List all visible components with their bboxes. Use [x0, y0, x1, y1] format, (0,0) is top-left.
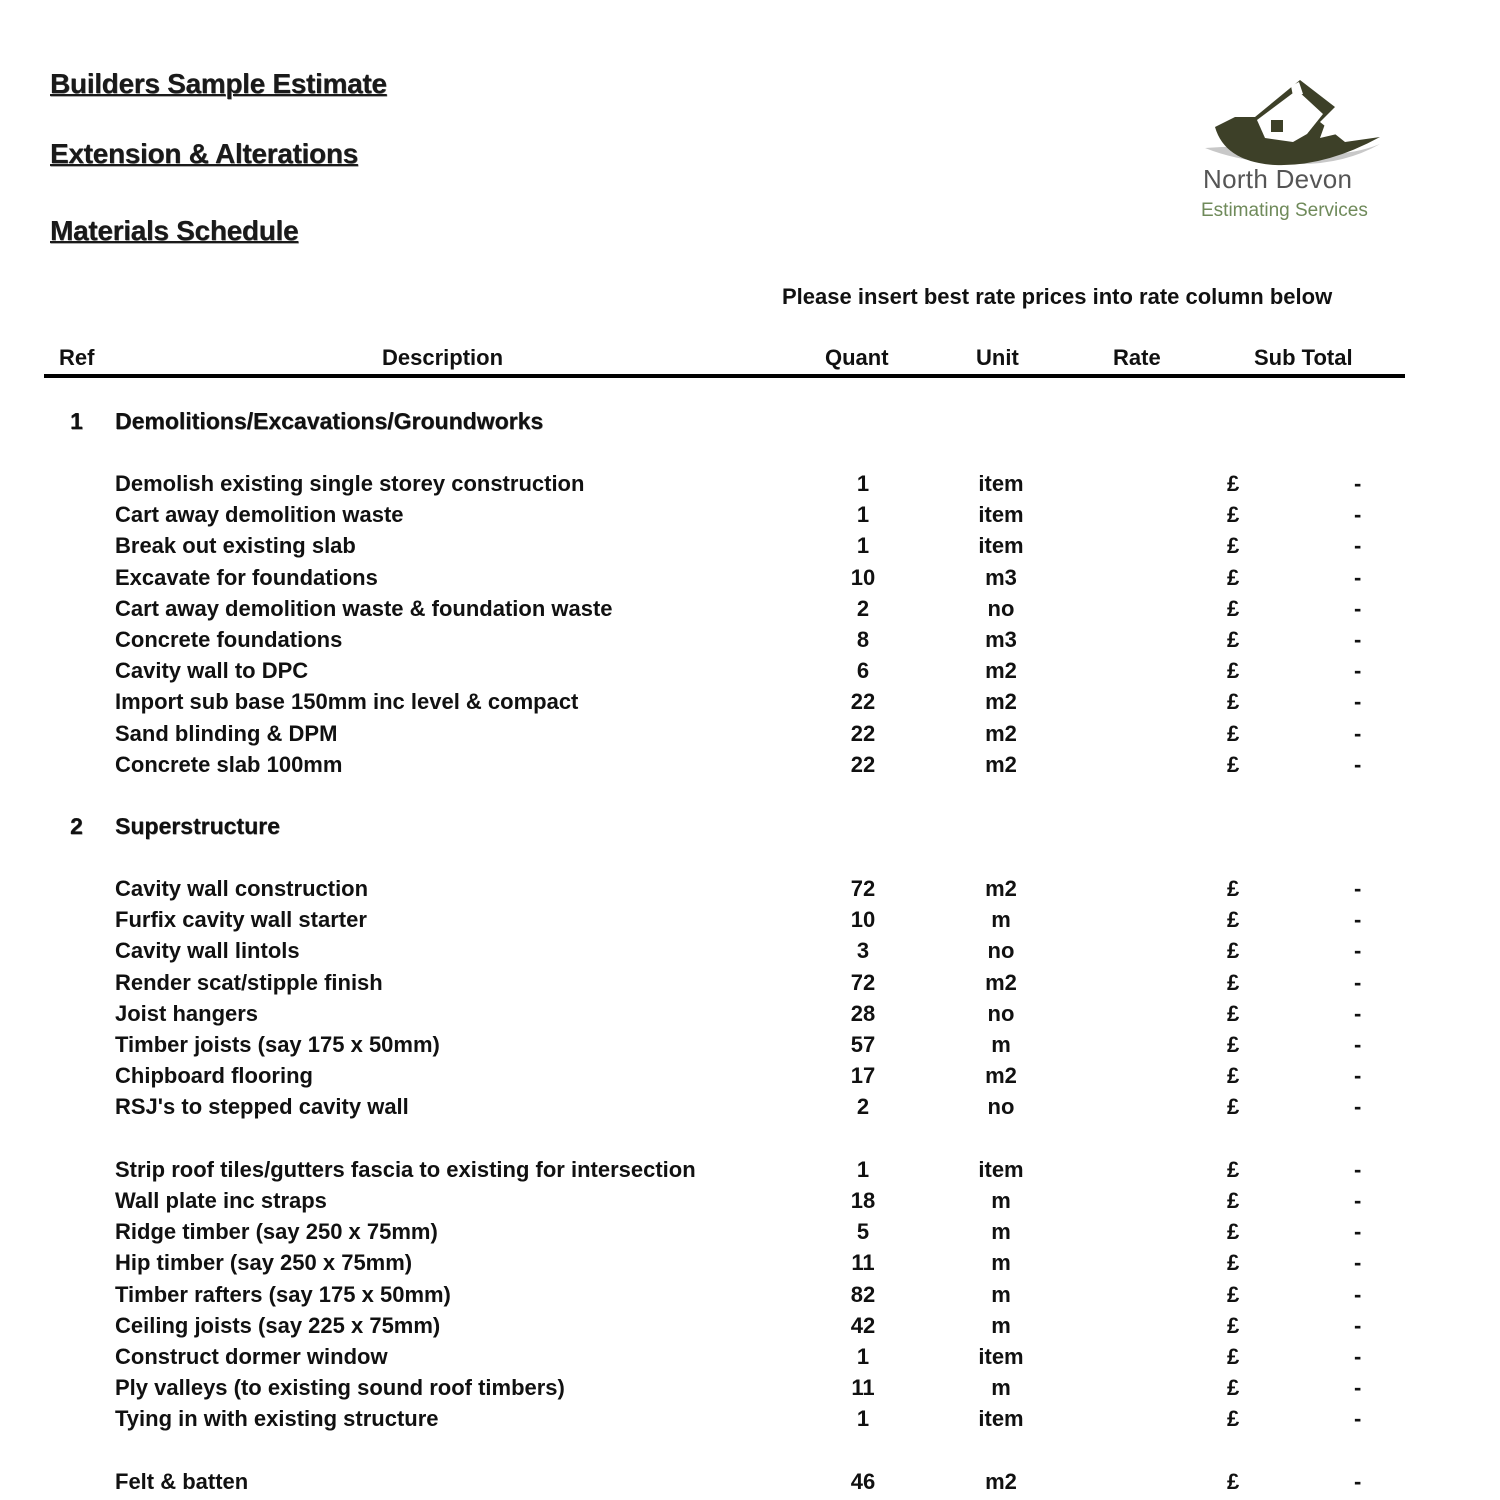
currency-symbol: £ [1227, 1000, 1240, 1026]
item-unit: m3 [985, 564, 1017, 590]
item-unit: item [978, 1344, 1024, 1369]
table-row [0, 596, 1500, 627]
item-description: Construct dormer window [115, 1344, 388, 1369]
item-subtotal: - [1354, 689, 1362, 715]
currency-symbol: £ [1227, 938, 1240, 964]
item-quantity: 8 [856, 627, 870, 652]
table-row [0, 1094, 1500, 1125]
table-row [0, 533, 1500, 564]
currency-symbol: £ [1227, 1281, 1240, 1307]
item-quantity: 2 [856, 595, 870, 621]
section-ref: 2 [70, 813, 83, 839]
item-unit: m2 [985, 1063, 1017, 1089]
item-unit: m [991, 1375, 1011, 1401]
item-unit: no [987, 1094, 1015, 1120]
item-subtotal: - [1354, 907, 1362, 933]
item-description: Render scat/stipple finish [115, 969, 383, 995]
item-description: Joist hangers [115, 1000, 259, 1026]
item-description: Sand blinding & DPM [115, 720, 338, 746]
item-unit: no [987, 595, 1015, 621]
item-quantity: 1 [856, 471, 870, 496]
item-quantity: 2 [856, 1094, 870, 1120]
rate-instruction: Please insert best rate prices into rate column below [782, 284, 1333, 309]
item-description: Wall plate inc straps [115, 1188, 327, 1213]
currency-symbol: £ [1227, 720, 1240, 746]
table-row [0, 1219, 1500, 1250]
item-description: Hip timber (say 250 x 75mm) [115, 1250, 413, 1276]
currency-symbol: £ [1227, 1250, 1240, 1276]
item-description: Cart away demolition waste & foundation waste [115, 595, 613, 621]
header-unit: Unit [976, 345, 1019, 370]
item-description: Cart away demolition waste [115, 502, 404, 528]
item-quantity: 22 [850, 689, 876, 715]
currency-symbol: £ [1227, 658, 1240, 684]
item-quantity: 6 [856, 658, 870, 684]
header-ref: Ref [59, 345, 95, 370]
currency-symbol: £ [1227, 595, 1240, 621]
table-row [0, 689, 1500, 720]
table-row [0, 565, 1500, 596]
currency-symbol: £ [1227, 689, 1240, 715]
item-quantity: 10 [850, 907, 876, 933]
item-subtotal: - [1354, 1250, 1362, 1276]
currency-symbol: £ [1227, 1344, 1240, 1369]
item-unit: m [991, 907, 1011, 933]
item-quantity: 22 [850, 720, 876, 746]
item-subtotal: - [1354, 471, 1362, 496]
item-description: RSJ's to stepped cavity wall [115, 1094, 409, 1120]
item-description: Furfix cavity wall starter [115, 907, 367, 933]
project-title: Extension & Alterations [50, 138, 358, 169]
table-row [0, 1469, 1500, 1500]
item-subtotal: - [1354, 533, 1362, 559]
currency-symbol: £ [1227, 907, 1240, 933]
item-description: Chipboard flooring [115, 1063, 313, 1089]
item-quantity: 28 [850, 1000, 876, 1026]
item-unit: m2 [985, 1468, 1017, 1494]
item-subtotal: - [1354, 1032, 1362, 1057]
table-row [0, 938, 1500, 969]
item-quantity: 42 [850, 1312, 876, 1338]
table-row [0, 721, 1500, 752]
currency-symbol: £ [1227, 751, 1240, 777]
item-quantity: 1 [856, 1406, 870, 1432]
currency-symbol: £ [1227, 564, 1240, 590]
item-description: Cavity wall construction [115, 876, 369, 901]
currency-symbol: £ [1227, 1219, 1240, 1245]
logo-company-subtitle: Estimating Services [1201, 200, 1368, 221]
item-unit: m2 [985, 720, 1017, 746]
item-quantity: 72 [850, 969, 876, 995]
item-description: Strip roof tiles/gutters fascia to existing for intersection [115, 1156, 696, 1182]
currency-symbol: £ [1227, 1375, 1240, 1401]
item-description: Import sub base 150mm inc level & compact [115, 689, 579, 715]
item-unit: m [991, 1250, 1011, 1276]
item-subtotal: - [1354, 1468, 1362, 1494]
item-subtotal: - [1354, 1406, 1362, 1432]
item-unit: item [978, 1406, 1024, 1432]
table-row [0, 471, 1500, 502]
currency-symbol: £ [1227, 1032, 1240, 1057]
item-unit: m2 [985, 689, 1017, 715]
table-row [0, 876, 1500, 907]
currency-symbol: £ [1227, 969, 1240, 995]
currency-symbol: £ [1227, 1406, 1240, 1432]
table-row [0, 1032, 1500, 1063]
item-description: Excavate for foundations [115, 564, 378, 590]
item-unit: no [987, 1000, 1015, 1026]
item-subtotal: - [1354, 1281, 1362, 1307]
table-row [0, 502, 1500, 533]
table-row [0, 1001, 1500, 1032]
table-row [0, 1188, 1500, 1219]
currency-symbol: £ [1227, 1312, 1240, 1338]
item-subtotal: - [1354, 876, 1362, 901]
item-subtotal: - [1354, 1094, 1362, 1120]
table-header [44, 345, 1404, 375]
item-quantity: 1 [856, 533, 870, 559]
currency-symbol: £ [1227, 876, 1240, 901]
item-unit: item [978, 471, 1024, 496]
currency-symbol: £ [1227, 502, 1240, 528]
currency-symbol: £ [1227, 471, 1240, 496]
currency-symbol: £ [1227, 533, 1240, 559]
item-subtotal: - [1354, 1312, 1362, 1338]
currency-symbol: £ [1227, 627, 1240, 652]
item-subtotal: - [1354, 1000, 1362, 1026]
item-subtotal: - [1354, 751, 1362, 777]
header-subtotal: Sub Total [1254, 345, 1353, 370]
item-subtotal: - [1354, 1219, 1362, 1245]
section-name: Superstructure [115, 813, 280, 839]
item-quantity: 22 [850, 751, 876, 777]
table-row [0, 1406, 1500, 1437]
schedule-title: Materials Schedule [50, 215, 299, 246]
item-description: Break out existing slab [115, 533, 356, 559]
item-description: Cavity wall lintols [115, 938, 300, 964]
item-quantity: 82 [850, 1281, 876, 1307]
item-unit: m2 [985, 658, 1017, 684]
item-quantity: 72 [850, 876, 876, 901]
table-row [0, 627, 1500, 658]
item-subtotal: - [1354, 658, 1362, 684]
table-row [0, 907, 1500, 938]
table-row [0, 1313, 1500, 1344]
item-unit: no [987, 938, 1015, 964]
item-subtotal: - [1354, 1344, 1362, 1369]
table-row [0, 1157, 1500, 1188]
document-title: Builders Sample Estimate [50, 68, 387, 99]
item-unit: m [991, 1032, 1011, 1057]
item-quantity: 10 [850, 564, 876, 590]
currency-symbol: £ [1227, 1468, 1240, 1494]
item-unit: m2 [985, 969, 1017, 995]
item-quantity: 11 [851, 1250, 875, 1276]
table-row [0, 1063, 1500, 1094]
header-rule [44, 374, 1405, 378]
item-subtotal: - [1354, 564, 1362, 590]
section-ref: 1 [70, 408, 83, 434]
item-description: Timber joists (say 175 x 50mm) [115, 1032, 440, 1057]
header-quant: Quant [825, 345, 889, 370]
item-quantity: 11 [851, 1375, 875, 1401]
currency-symbol: £ [1227, 1156, 1240, 1182]
header-rate: Rate [1113, 345, 1161, 370]
item-subtotal: - [1354, 1156, 1362, 1182]
item-quantity: 3 [856, 938, 870, 964]
item-quantity: 18 [850, 1188, 876, 1213]
item-unit: m [991, 1281, 1011, 1307]
item-description: Ridge timber (say 250 x 75mm) [115, 1219, 438, 1245]
item-quantity: 17 [850, 1063, 876, 1089]
item-description: Demolish existing single storey construction [115, 471, 585, 496]
section-name: Demolitions/Excavations/Groundworks [115, 408, 544, 434]
item-unit: m [991, 1219, 1011, 1245]
item-quantity: 46 [850, 1468, 876, 1494]
currency-symbol: £ [1227, 1063, 1240, 1089]
currency-symbol: £ [1227, 1188, 1240, 1213]
item-subtotal: - [1354, 595, 1362, 621]
item-subtotal: - [1354, 1188, 1362, 1213]
table-row [0, 1282, 1500, 1313]
item-unit: item [978, 1156, 1024, 1182]
item-description: Cavity wall to DPC [115, 658, 309, 684]
item-unit: m2 [985, 751, 1017, 777]
item-unit: item [978, 502, 1024, 528]
item-quantity: 5 [856, 1219, 870, 1245]
item-description: Felt & batten [115, 1468, 249, 1494]
table-row [0, 970, 1500, 1001]
table-row [0, 658, 1500, 689]
table-row [0, 752, 1500, 783]
item-subtotal: - [1354, 502, 1362, 528]
item-quantity: 1 [856, 1156, 870, 1182]
item-unit: m2 [985, 876, 1017, 901]
item-subtotal: - [1354, 1063, 1362, 1089]
item-description: Tying in with existing structure [115, 1406, 439, 1432]
item-quantity: 57 [850, 1032, 876, 1057]
header-description: Description [382, 345, 504, 370]
item-description: Concrete foundations [115, 627, 343, 652]
item-subtotal: - [1354, 627, 1362, 652]
item-subtotal: - [1354, 720, 1362, 746]
item-subtotal: - [1354, 969, 1362, 995]
item-quantity: 1 [856, 1344, 870, 1369]
item-unit: m [991, 1312, 1011, 1338]
item-subtotal: - [1354, 1375, 1362, 1401]
item-description: Timber rafters (say 175 x 50mm) [115, 1281, 451, 1307]
logo-company-name: North Devon [1203, 164, 1353, 194]
table-row [0, 1250, 1500, 1281]
item-unit: m3 [985, 627, 1017, 652]
item-description: Ply valleys (to existing sound roof timbers) [115, 1375, 565, 1401]
item-quantity: 1 [856, 502, 870, 528]
item-description: Concrete slab 100mm [115, 751, 343, 777]
currency-symbol: £ [1227, 1094, 1240, 1120]
item-unit: item [978, 533, 1024, 559]
table-row [0, 1375, 1500, 1406]
table-row [0, 1344, 1500, 1375]
item-subtotal: - [1354, 938, 1362, 964]
item-unit: m [991, 1188, 1011, 1213]
item-description: Ceiling joists (say 225 x 75mm) [115, 1312, 441, 1338]
